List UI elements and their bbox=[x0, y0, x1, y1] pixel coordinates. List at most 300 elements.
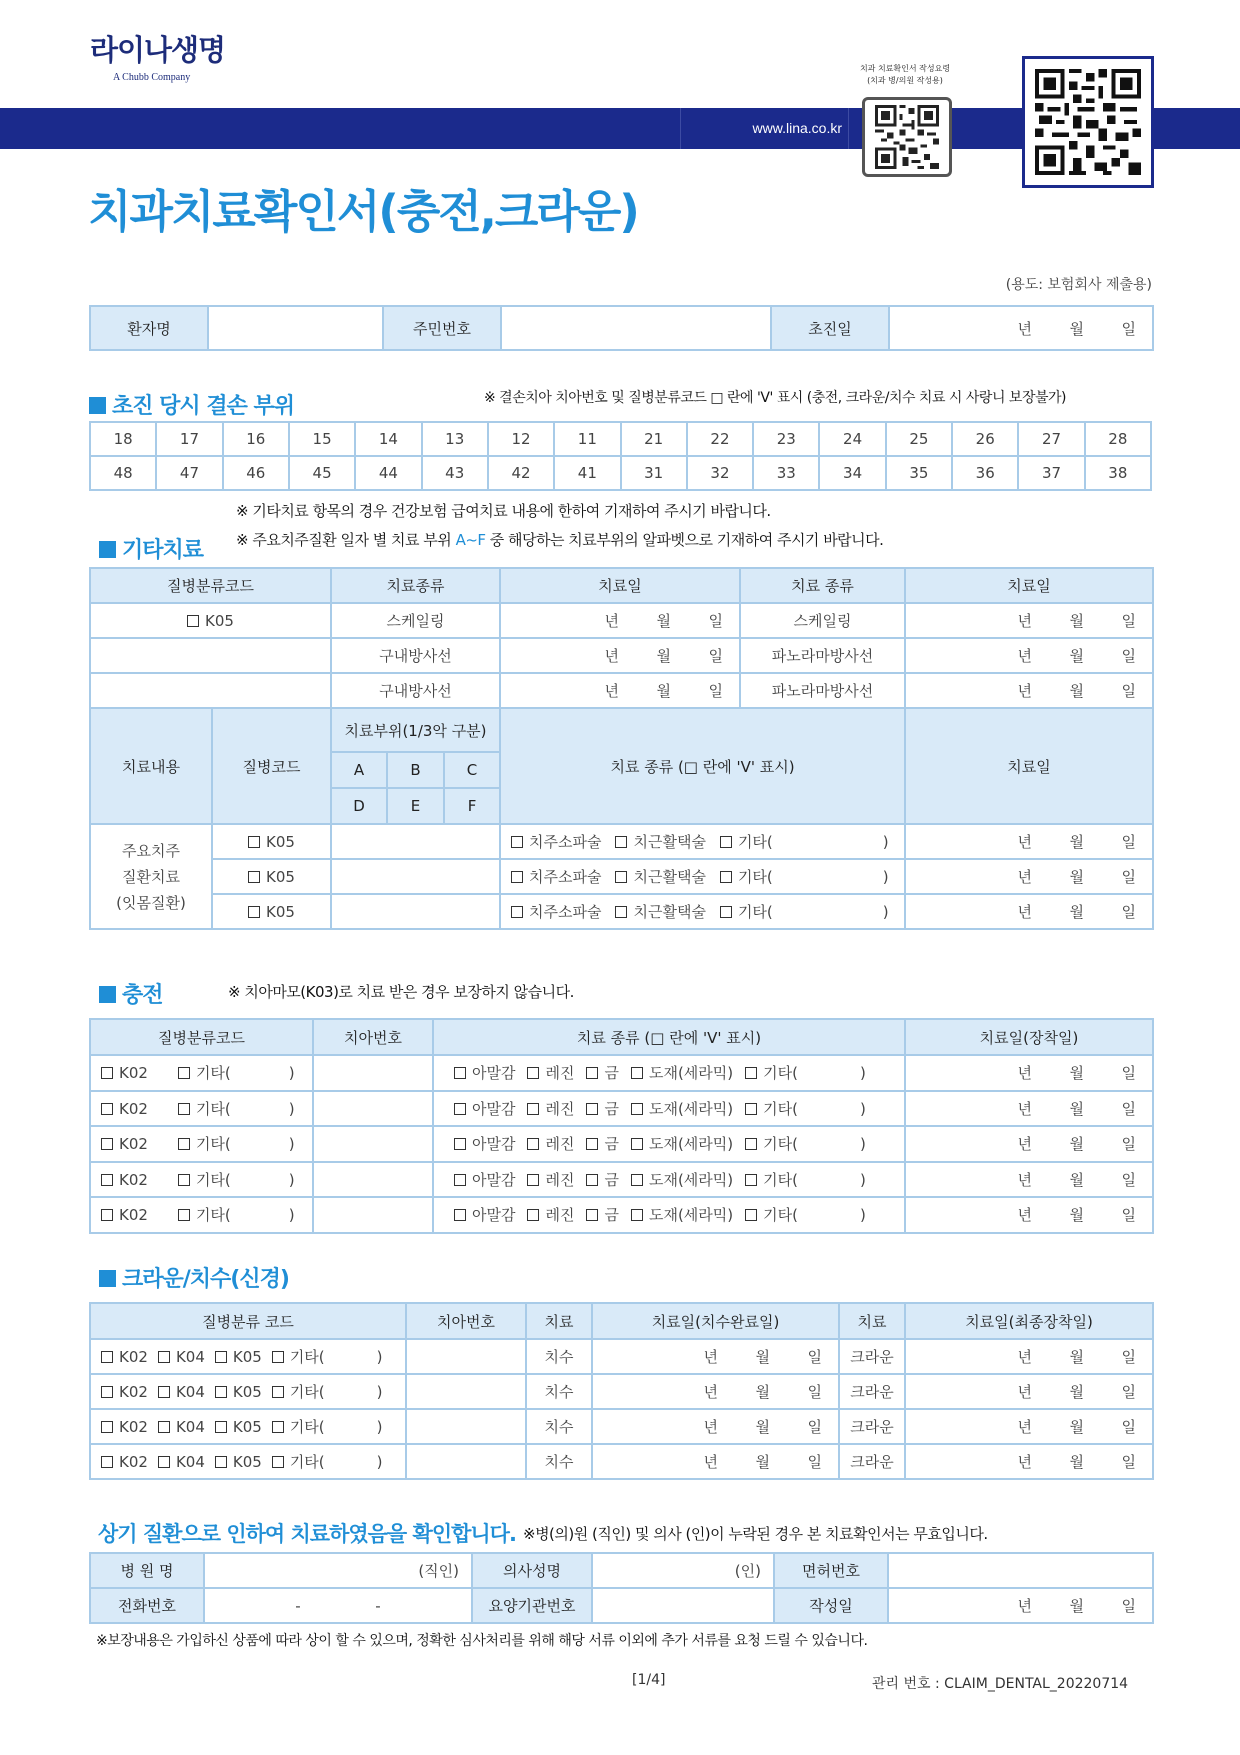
date-field[interactable] bbox=[905, 1091, 1153, 1127]
year-label: 년 bbox=[1017, 1597, 1032, 1615]
day-label: 일 bbox=[1121, 833, 1137, 851]
month-label: 월 bbox=[755, 1348, 770, 1366]
tooth-number-field[interactable] bbox=[406, 1339, 526, 1374]
material-label: 아말감 bbox=[472, 1099, 516, 1118]
hospital-name-field[interactable] bbox=[204, 1553, 472, 1588]
checkbox[interactable] bbox=[215, 1351, 227, 1363]
date-field[interactable] bbox=[905, 1409, 1153, 1444]
website-link[interactable]: www.lina.co.kr bbox=[752, 120, 842, 136]
phone-field[interactable] bbox=[204, 1588, 472, 1623]
section-bullet-icon bbox=[99, 1270, 116, 1287]
checkbox[interactable] bbox=[454, 1209, 466, 1221]
material-label: 아말감 bbox=[472, 1170, 516, 1189]
patient-info-table bbox=[89, 305, 1154, 351]
disease-code-cell bbox=[90, 1126, 313, 1162]
filling-row bbox=[90, 1162, 1153, 1198]
year-label: 년 bbox=[604, 612, 619, 630]
day-label: 일 bbox=[807, 1348, 822, 1366]
pulp-label: 치수 bbox=[526, 1339, 592, 1374]
tooth-number-field[interactable] bbox=[313, 1162, 433, 1198]
k05-code-cell[interactable] bbox=[90, 603, 331, 638]
material-label: 도재(세라믹) bbox=[648, 1206, 734, 1225]
day-label: 일 bbox=[807, 1418, 822, 1436]
note-text: 중 해당하는 치료부위의 알파벳으로 기재하여 주시기 바랍니다. bbox=[485, 531, 884, 549]
checkbox[interactable] bbox=[720, 836, 732, 848]
resident-number-label: 주민번호 bbox=[383, 306, 501, 350]
tooth-number-cell[interactable]: 46 bbox=[223, 456, 289, 490]
checkbox[interactable] bbox=[586, 1103, 598, 1115]
year-label: 년 bbox=[1017, 1170, 1032, 1189]
site-field[interactable] bbox=[331, 859, 500, 894]
checkbox[interactable] bbox=[101, 1067, 113, 1079]
paren: ) bbox=[288, 1064, 295, 1083]
tooth-number-cell[interactable]: 16 bbox=[223, 422, 289, 456]
site-field[interactable] bbox=[331, 824, 500, 859]
tooth-number-cell[interactable]: 37 bbox=[1018, 456, 1084, 490]
checkbox[interactable] bbox=[454, 1103, 466, 1115]
checkbox[interactable] bbox=[615, 871, 627, 883]
treatment-type-header: 치료종류 bbox=[331, 568, 500, 603]
checkbox[interactable] bbox=[101, 1138, 113, 1150]
year-label: 년 bbox=[1017, 903, 1033, 921]
filling-title-text: 충전 bbox=[122, 983, 163, 1008]
tooth-number-cell[interactable]: 26 bbox=[952, 422, 1018, 456]
tooth-number-cell[interactable]: 11 bbox=[554, 422, 620, 456]
tooth-number-cell[interactable]: 43 bbox=[422, 456, 488, 490]
option-label: 기타( bbox=[737, 868, 773, 886]
tooth-number-cell[interactable]: 28 bbox=[1085, 422, 1151, 456]
material-options bbox=[433, 1197, 905, 1233]
disease-code-cell bbox=[90, 1374, 406, 1409]
checkbox[interactable] bbox=[745, 1103, 757, 1115]
first-visit-field[interactable] bbox=[889, 306, 1153, 350]
checkbox[interactable] bbox=[527, 1174, 539, 1186]
option-label: 치주소파술 bbox=[529, 868, 602, 886]
year-label: 년 bbox=[1017, 1418, 1032, 1436]
checkbox[interactable] bbox=[101, 1421, 113, 1433]
checkbox[interactable] bbox=[511, 871, 523, 883]
checkbox[interactable] bbox=[631, 1209, 643, 1221]
checkbox[interactable] bbox=[215, 1386, 227, 1398]
empty-code-cell[interactable] bbox=[90, 673, 331, 708]
footnote: ※보장내용은 가입하신 상품에 따라 상이 할 수 있으며, 정확한 심사처리를 위해 해당 서류 이외에 추가 서류를 요청 드릴 수 있습니다. bbox=[96, 1633, 868, 1649]
empty-code-cell[interactable] bbox=[90, 638, 331, 673]
k05-code-cell[interactable] bbox=[212, 894, 331, 929]
checkbox[interactable] bbox=[178, 1138, 190, 1150]
treatment-type-header-2: 치료 종류 bbox=[740, 568, 905, 603]
checkbox[interactable] bbox=[101, 1209, 113, 1221]
filling-section-title bbox=[99, 978, 163, 1009]
date-field[interactable] bbox=[500, 673, 740, 708]
doctor-name-label: 의사성명 bbox=[472, 1553, 592, 1588]
tooth-number-cell[interactable]: 25 bbox=[886, 422, 952, 456]
tooth-number-cell[interactable]: 38 bbox=[1085, 456, 1151, 490]
confirmation-note: ※병(의)원 (직인) 및 의사 (인)이 누락된 경우 본 치료확인서는 무효입니다. bbox=[523, 1525, 988, 1543]
checkbox[interactable] bbox=[745, 1174, 757, 1186]
option-label: 기타( bbox=[195, 1064, 231, 1083]
pulp-date-header: 치료일(치수완료일) bbox=[592, 1303, 839, 1339]
date-field[interactable] bbox=[905, 894, 1153, 929]
filling-row bbox=[90, 1197, 1153, 1233]
tooth-number-field[interactable] bbox=[313, 1126, 433, 1162]
scaling-label: 스케일링 bbox=[331, 603, 500, 638]
tooth-number-cell[interactable]: 42 bbox=[488, 456, 554, 490]
year-label: 년 bbox=[1017, 868, 1033, 886]
xray-label: 구내방사선 bbox=[331, 673, 500, 708]
day-label: 일 bbox=[1121, 1383, 1136, 1401]
code-label: K02 bbox=[119, 1099, 148, 1118]
code-label: K05 bbox=[266, 867, 295, 886]
institution-number-field[interactable] bbox=[592, 1588, 774, 1623]
checkbox[interactable] bbox=[631, 1067, 643, 1079]
tooth-number-field[interactable] bbox=[406, 1374, 526, 1409]
tooth-number-field[interactable] bbox=[406, 1444, 526, 1479]
date-field[interactable] bbox=[905, 859, 1153, 894]
year-label: 년 bbox=[1017, 1383, 1032, 1401]
checkbox[interactable] bbox=[527, 1138, 539, 1150]
disease-code-cell bbox=[90, 1091, 313, 1127]
checkbox[interactable] bbox=[720, 871, 732, 883]
checkbox[interactable] bbox=[158, 1351, 170, 1363]
filling-rows bbox=[90, 1055, 1153, 1233]
qr-caption-line-2: (치과 병/의원 작성용) bbox=[867, 76, 943, 85]
tooth-number-cell[interactable]: 17 bbox=[156, 422, 222, 456]
date-field[interactable] bbox=[905, 1126, 1153, 1162]
license-number-field[interactable] bbox=[888, 1553, 1153, 1588]
date-field[interactable] bbox=[500, 603, 740, 638]
checkbox[interactable] bbox=[615, 906, 627, 918]
periodontal-table bbox=[89, 707, 1154, 930]
k05-code-cell[interactable] bbox=[212, 824, 331, 859]
checkbox[interactable] bbox=[248, 906, 260, 918]
date-field[interactable] bbox=[905, 1055, 1153, 1091]
checkbox[interactable] bbox=[101, 1386, 113, 1398]
disease-code-header: 질병분류코드 bbox=[90, 1019, 313, 1055]
written-date-field[interactable] bbox=[888, 1588, 1153, 1623]
code-label: 기타( bbox=[289, 1348, 325, 1366]
tooth-number-cell[interactable]: 31 bbox=[621, 456, 687, 490]
checkbox[interactable] bbox=[248, 836, 260, 848]
tooth-number-cell[interactable]: 36 bbox=[952, 456, 1018, 490]
filling-row bbox=[90, 1126, 1153, 1162]
month-label: 월 bbox=[1069, 903, 1085, 921]
checkbox[interactable] bbox=[720, 906, 732, 918]
day-label: 일 bbox=[1121, 612, 1136, 630]
tooth-number-header: 치아번호 bbox=[313, 1019, 433, 1055]
day-label: 일 bbox=[1121, 647, 1136, 665]
date-field[interactable] bbox=[905, 824, 1153, 859]
disease-code-header: 질병분류코드 bbox=[90, 568, 331, 603]
tooth-number-cell[interactable]: 27 bbox=[1018, 422, 1084, 456]
crown-title-text: 크라운/치수(신경) bbox=[122, 1267, 289, 1292]
checkbox[interactable] bbox=[631, 1138, 643, 1150]
month-label: 월 bbox=[1069, 1453, 1084, 1471]
checkbox[interactable] bbox=[454, 1174, 466, 1186]
patient-name-field[interactable] bbox=[208, 306, 383, 350]
code-label: K02 bbox=[119, 1453, 148, 1471]
upper-teeth-row bbox=[90, 422, 1151, 456]
checkbox[interactable] bbox=[586, 1067, 598, 1079]
date-field[interactable] bbox=[905, 603, 1153, 638]
checkbox[interactable] bbox=[101, 1351, 113, 1363]
checkbox[interactable] bbox=[178, 1174, 190, 1186]
month-label: 월 bbox=[1069, 647, 1084, 665]
management-number: 관리 번호 : CLAIM_DENTAL_20220714 bbox=[872, 1676, 1129, 1692]
paren: ) bbox=[376, 1383, 383, 1401]
resident-number-field[interactable] bbox=[501, 306, 771, 350]
month-label: 월 bbox=[656, 682, 671, 700]
tooth-number-field[interactable] bbox=[313, 1197, 433, 1233]
tooth-number-cell[interactable]: 34 bbox=[819, 456, 885, 490]
code-label: K02 bbox=[119, 1418, 148, 1436]
month-label: 월 bbox=[1069, 1383, 1084, 1401]
tooth-number-cell[interactable]: 48 bbox=[90, 456, 156, 490]
checkbox[interactable] bbox=[745, 1067, 757, 1079]
treatment-kind-options bbox=[500, 859, 905, 894]
panorama-label: 파노라마방사선 bbox=[740, 673, 905, 708]
missing-teeth-section-title bbox=[89, 389, 294, 420]
checkbox[interactable] bbox=[178, 1103, 190, 1115]
option-label: 기타( bbox=[737, 903, 773, 921]
checkbox[interactable] bbox=[178, 1209, 190, 1221]
checkbox[interactable] bbox=[615, 836, 627, 848]
checkbox[interactable] bbox=[631, 1174, 643, 1186]
date-field[interactable] bbox=[905, 638, 1153, 673]
date-field[interactable] bbox=[905, 1197, 1153, 1233]
year-label: 년 bbox=[604, 647, 619, 665]
material-label: 레진 bbox=[545, 1135, 575, 1154]
site-field[interactable] bbox=[331, 894, 500, 929]
checkbox[interactable] bbox=[215, 1421, 227, 1433]
crown-label: 크라운 bbox=[839, 1339, 905, 1374]
tooth-number-field[interactable] bbox=[406, 1409, 526, 1444]
dash: - bbox=[295, 1596, 301, 1615]
checkbox[interactable] bbox=[101, 1456, 113, 1468]
checkbox[interactable] bbox=[178, 1067, 190, 1079]
material-label: 도재(세라믹) bbox=[648, 1064, 734, 1083]
material-label: 아말감 bbox=[472, 1064, 516, 1083]
material-label: 아말감 bbox=[472, 1135, 516, 1154]
checkbox[interactable] bbox=[586, 1138, 598, 1150]
tooth-number-cell[interactable]: 14 bbox=[355, 422, 421, 456]
paren: ) bbox=[859, 1099, 866, 1118]
site-d: D bbox=[331, 788, 387, 824]
page-number: [1/4] bbox=[632, 1672, 666, 1688]
tooth-number-grid bbox=[89, 421, 1152, 491]
crown-row bbox=[90, 1374, 1153, 1409]
month-label: 월 bbox=[1069, 833, 1085, 851]
pulp-label: 치수 bbox=[526, 1409, 592, 1444]
label-line: (잇몸질환) bbox=[116, 893, 186, 912]
code-label: K02 bbox=[119, 1135, 148, 1154]
tooth-number-cell[interactable]: 21 bbox=[621, 422, 687, 456]
date-field[interactable] bbox=[905, 1374, 1153, 1409]
checkbox[interactable] bbox=[511, 906, 523, 918]
tooth-number-cell[interactable]: 45 bbox=[289, 456, 355, 490]
date-field[interactable] bbox=[500, 638, 740, 673]
code-label: K05 bbox=[232, 1453, 262, 1471]
periodontal-label bbox=[90, 824, 212, 929]
tooth-number-cell[interactable]: 15 bbox=[289, 422, 355, 456]
month-label: 월 bbox=[1069, 1135, 1084, 1154]
material-label: 레진 bbox=[545, 1170, 575, 1189]
code-label: K05 bbox=[205, 611, 234, 630]
date-field[interactable] bbox=[592, 1444, 839, 1479]
year-label: 년 bbox=[1017, 612, 1032, 630]
code-label: K02 bbox=[119, 1348, 148, 1366]
attach-date-header: 치료일(장착일) bbox=[905, 1019, 1153, 1055]
patient-name-label: 환자명 bbox=[90, 306, 208, 350]
checkbox[interactable] bbox=[272, 1421, 284, 1433]
code-label: K04 bbox=[175, 1383, 205, 1401]
day-label: 일 bbox=[1121, 1206, 1136, 1225]
k05-code-cell[interactable] bbox=[212, 859, 331, 894]
checkbox[interactable] bbox=[454, 1067, 466, 1079]
day-label: 일 bbox=[807, 1383, 822, 1401]
day-label: 일 bbox=[708, 682, 723, 700]
code-label: K05 bbox=[232, 1383, 262, 1401]
written-date-label: 작성일 bbox=[774, 1588, 888, 1623]
month-label: 월 bbox=[755, 1418, 770, 1436]
treatment-kind-options bbox=[500, 894, 905, 929]
disease-code-cell bbox=[90, 1055, 313, 1091]
tooth-number-cell[interactable]: 33 bbox=[753, 456, 819, 490]
month-label: 월 bbox=[1069, 682, 1084, 700]
date-field[interactable] bbox=[905, 673, 1153, 708]
checkbox[interactable] bbox=[454, 1138, 466, 1150]
disease-code-cell bbox=[90, 1162, 313, 1198]
option-label: 기타( bbox=[195, 1099, 231, 1118]
code-label: 기타( bbox=[289, 1418, 325, 1436]
checkbox[interactable] bbox=[586, 1209, 598, 1221]
treatment-date-header: 치료일 bbox=[500, 568, 740, 603]
checkbox[interactable] bbox=[187, 615, 199, 627]
tooth-number-cell[interactable]: 41 bbox=[554, 456, 620, 490]
lower-teeth-row bbox=[90, 456, 1151, 490]
checkbox[interactable] bbox=[527, 1103, 539, 1115]
label-line: 질환치료 bbox=[122, 867, 180, 886]
tooth-number-cell[interactable]: 12 bbox=[488, 422, 554, 456]
checkbox[interactable] bbox=[527, 1209, 539, 1221]
qr-code-small[interactable] bbox=[862, 97, 952, 177]
band-divider bbox=[680, 108, 681, 149]
scaling-label: 스케일링 bbox=[740, 603, 905, 638]
other-treatment-table bbox=[89, 567, 1154, 709]
company-logo-subtitle: A Chubb Company bbox=[113, 72, 191, 83]
tooth-number-cell[interactable]: 47 bbox=[156, 456, 222, 490]
crown-row bbox=[90, 1444, 1153, 1479]
paren: ) bbox=[882, 833, 889, 851]
tooth-number-cell[interactable]: 22 bbox=[687, 422, 753, 456]
option-label: 기타( bbox=[737, 833, 773, 851]
code-label: 기타( bbox=[289, 1383, 325, 1401]
tooth-number-cell[interactable]: 18 bbox=[90, 422, 156, 456]
checkbox[interactable] bbox=[248, 871, 260, 883]
year-label: 년 bbox=[1017, 319, 1032, 338]
paren: ) bbox=[859, 1135, 866, 1154]
checkbox[interactable] bbox=[101, 1103, 113, 1115]
tooth-number-cell[interactable]: 13 bbox=[422, 422, 488, 456]
year-label: 년 bbox=[1017, 682, 1032, 700]
checkbox[interactable] bbox=[272, 1456, 284, 1468]
tooth-number-cell[interactable]: 35 bbox=[886, 456, 952, 490]
checkbox[interactable] bbox=[272, 1386, 284, 1398]
checkbox[interactable] bbox=[272, 1351, 284, 1363]
date-field[interactable] bbox=[592, 1409, 839, 1444]
band-divider bbox=[848, 108, 849, 149]
qr-code-large[interactable] bbox=[1022, 56, 1154, 188]
doctor-name-field[interactable] bbox=[592, 1553, 774, 1588]
day-label: 일 bbox=[1121, 1597, 1136, 1615]
tooth-number-cell[interactable]: 23 bbox=[753, 422, 819, 456]
institution-number-label: 요양기관번호 bbox=[472, 1588, 592, 1623]
treatment-date-header: 치료일 bbox=[905, 708, 1153, 824]
code-label: K04 bbox=[175, 1453, 205, 1471]
tooth-number-field[interactable] bbox=[313, 1091, 433, 1127]
month-label: 월 bbox=[755, 1453, 770, 1471]
hospital-info-table bbox=[89, 1552, 1154, 1624]
other-treatment-note-2 bbox=[236, 529, 883, 550]
checkbox[interactable] bbox=[527, 1067, 539, 1079]
tooth-number-cell[interactable]: 24 bbox=[819, 422, 885, 456]
paren: ) bbox=[376, 1418, 383, 1436]
qr-code-icon bbox=[1035, 69, 1141, 175]
tooth-number-cell[interactable]: 32 bbox=[687, 456, 753, 490]
date-field[interactable] bbox=[592, 1374, 839, 1409]
material-label: 기타( bbox=[763, 1170, 798, 1189]
date-field[interactable] bbox=[905, 1162, 1153, 1198]
confirmation-statement: 상기 질환으로 인하여 치료하였음을 확인합니다. bbox=[98, 1522, 516, 1546]
material-label: 레진 bbox=[545, 1206, 575, 1225]
license-number-label: 면허번호 bbox=[774, 1553, 888, 1588]
checkbox[interactable] bbox=[158, 1421, 170, 1433]
day-label: 일 bbox=[708, 612, 723, 630]
checkbox[interactable] bbox=[158, 1386, 170, 1398]
checkbox[interactable] bbox=[745, 1209, 757, 1221]
date-field[interactable] bbox=[905, 1339, 1153, 1374]
date-field[interactable] bbox=[905, 1444, 1153, 1479]
checkbox[interactable] bbox=[215, 1456, 227, 1468]
checkbox[interactable] bbox=[158, 1456, 170, 1468]
crown-section-title bbox=[99, 1262, 289, 1293]
checkbox[interactable] bbox=[631, 1103, 643, 1115]
date-field[interactable] bbox=[592, 1339, 839, 1374]
treatment-header-2: 치료 bbox=[839, 1303, 905, 1339]
option-label: 치근활택술 bbox=[633, 868, 706, 886]
month-label: 월 bbox=[1069, 612, 1084, 630]
code-label: K05 bbox=[266, 902, 295, 921]
crown-row bbox=[90, 1409, 1153, 1444]
checkbox[interactable] bbox=[101, 1174, 113, 1186]
treatment-content-header: 치료내용 bbox=[90, 708, 212, 824]
month-label: 월 bbox=[656, 647, 671, 665]
day-label: 일 bbox=[1121, 1348, 1136, 1366]
checkbox[interactable] bbox=[745, 1138, 757, 1150]
note-highlight: A~F bbox=[455, 531, 486, 549]
treatment-date-header-2: 치료일 bbox=[905, 568, 1153, 603]
other-treatment-section-title bbox=[99, 533, 203, 564]
tooth-number-cell[interactable]: 44 bbox=[355, 456, 421, 490]
paren: ) bbox=[859, 1064, 866, 1083]
material-label: 도재(세라믹) bbox=[648, 1170, 734, 1189]
filling-note: ※ 치아마모(K03)로 치료 받은 경우 보장하지 않습니다. bbox=[228, 983, 574, 1001]
other-treatment-note-1: ※ 기타치료 항목의 경우 건강보험 급여치료 내용에 한하여 기재하여 주시기 바랍니다. bbox=[236, 502, 771, 520]
checkbox[interactable] bbox=[511, 836, 523, 848]
material-options bbox=[433, 1126, 905, 1162]
tooth-number-field[interactable] bbox=[313, 1055, 433, 1091]
year-label: 년 bbox=[604, 682, 619, 700]
checkbox[interactable] bbox=[586, 1174, 598, 1186]
